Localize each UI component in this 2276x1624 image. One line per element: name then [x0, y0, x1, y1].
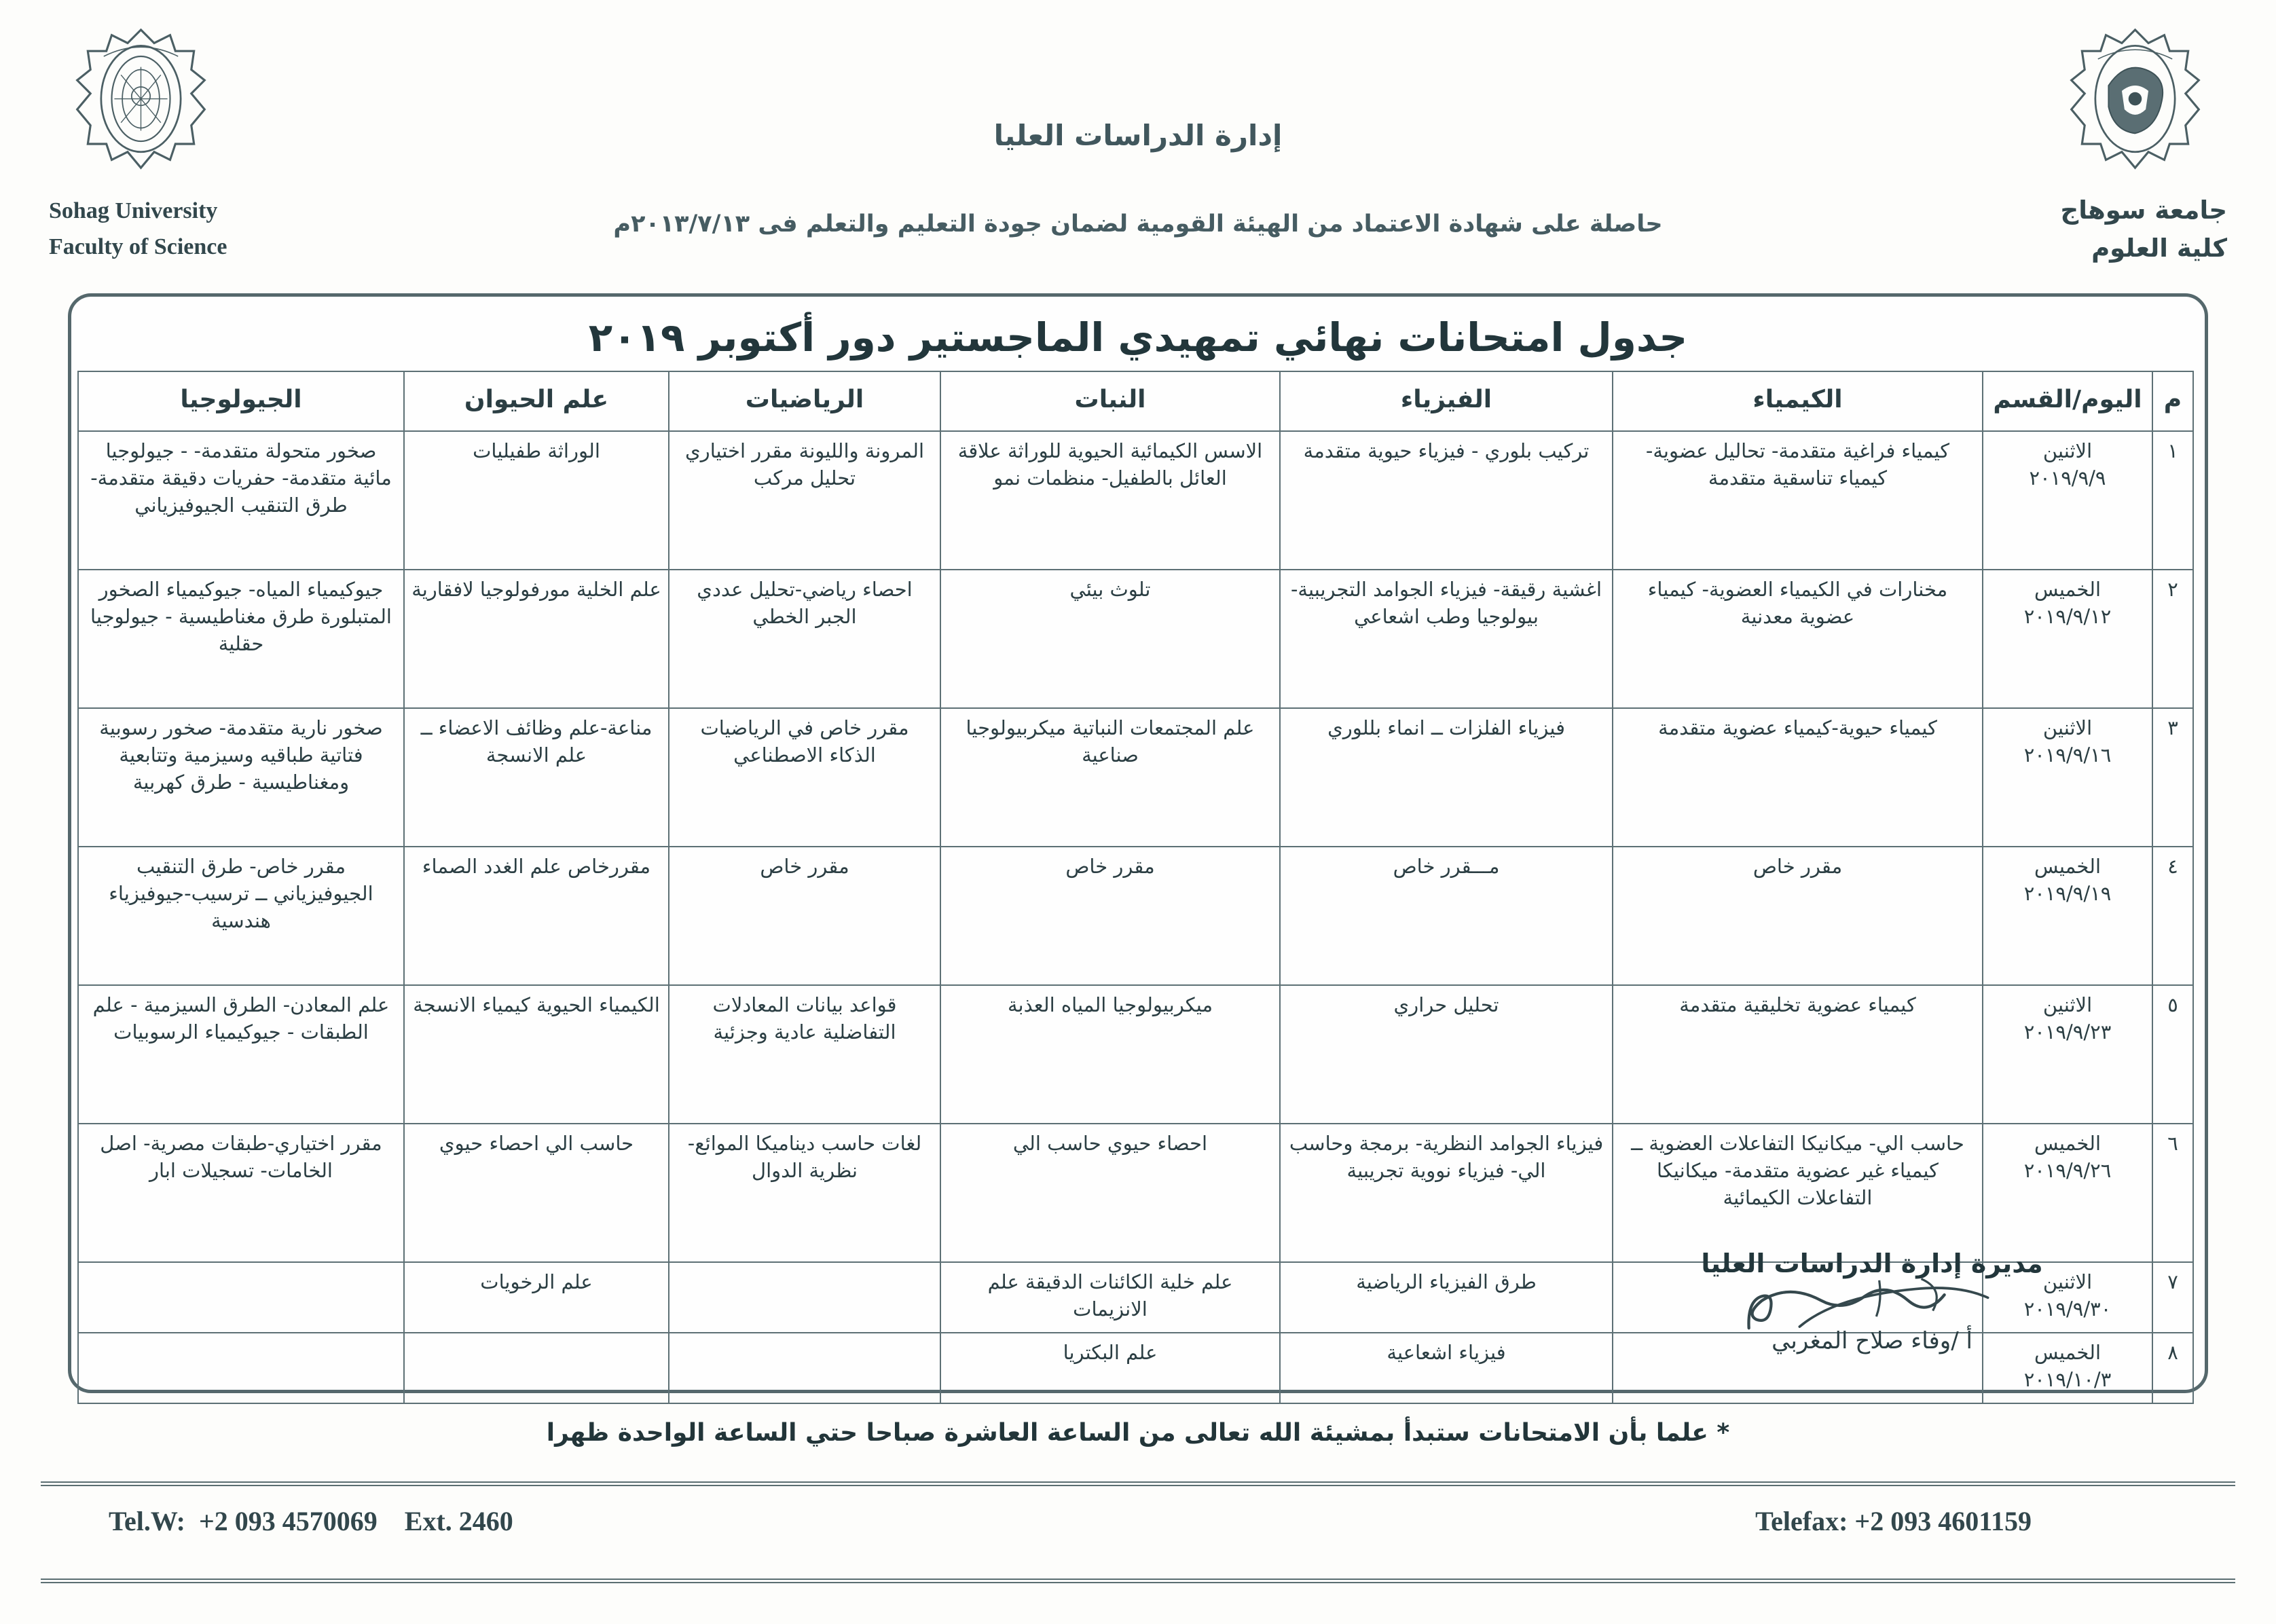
exam-day [1983, 847, 2152, 985]
cell-physics: تركيب بلوري - فيزياء حيوية متقدمة [1280, 431, 1613, 570]
day-date: ٢٠١٩/٩/٢٣ [2023, 1020, 2112, 1044]
column-header-physics: الفيزياء [1280, 371, 1613, 431]
cell-chemistry: مقرر خاص [1613, 847, 1983, 985]
column-header-day: اليوم/القسم [1983, 371, 2152, 431]
cell-physics: فيزياء اشعاعية [1280, 1333, 1613, 1403]
exam-day [1983, 985, 2152, 1124]
exam-day [1983, 1124, 2152, 1262]
cell-physics: فيزياء الفلزات ــ انماء بللوري [1280, 708, 1613, 847]
cell-chemistry: حاسب الي- ميكانيكا التفاعلات العضوية ــ كيمياء غير عضوية متقدمة- ميكانيكا التفاعلات الكيمائية [1613, 1124, 1983, 1262]
schedule-title: جدول امتحانات نهائي تمهيدي الماجستير دور أكتوبر ٢٠١٩ [588, 314, 1688, 361]
cell-physics: تحليل حراري [1280, 985, 1613, 1124]
cell-zoology: علم الرخويات [404, 1262, 669, 1333]
column-header-zoology: علم الحيوان [404, 371, 669, 431]
table-row [78, 570, 2193, 708]
header-row [78, 371, 2193, 431]
handwritten-signature-icon [1662, 1272, 2082, 1337]
day-name: الاثنين [2042, 439, 2093, 462]
cell-geology: مقرر خاص- طرق التنقيب الجيوفيزياني ــ ترسيب-جيوفيزياء هندسية [78, 847, 404, 985]
row-number: ٨ [2152, 1333, 2193, 1403]
day-name: الخميس [2034, 577, 2101, 601]
exam-time-note: * علما بأن الامتحانات ستبدأ بمشيئة الله تعالى من الساعة العاشرة صباحا حتي الساعة الواحدة ظهرا [546, 1418, 1730, 1447]
department-title: إدارة الدراسات العليا [993, 119, 1283, 152]
cell-botany: تلوث بيئي [940, 570, 1280, 708]
cell-chemistry: كيمياء عضوية تخليقية متقدمة [1613, 985, 1983, 1124]
column-header-mathematics: الرياضيات [669, 371, 940, 431]
university-line-en: Sohag University [49, 198, 218, 223]
day-name: الخميس [2034, 1340, 2101, 1364]
cell-geology [78, 1262, 404, 1333]
row-number: ٦ [2152, 1124, 2193, 1262]
cell-geology: صخور نارية متقدمة- صخور رسوبية فتاتية طباقيه وسيزمية وتتابعية ومغناطيسية - طرق كهربية [78, 708, 404, 847]
cell-botany: مقرر خاص [940, 847, 1280, 985]
cell-zoology [404, 1333, 669, 1403]
table-row [78, 847, 2193, 985]
cell-geology: مقرر اختياري-طبقات مصرية- اصل الخامات- تسجيلات ابار [78, 1124, 404, 1262]
column-header-num: م [2152, 371, 2193, 431]
day-date: ٢٠١٩/٩/٩ [2029, 466, 2106, 490]
exam-day [1983, 431, 2152, 570]
exam-day [1983, 570, 2152, 708]
cell-mathematics: مقرر خاص [669, 847, 940, 985]
cell-botany: علم خلية الكائنات الدقيقة علم الانزيمات [940, 1262, 1280, 1333]
day-date: ٢٠١٩/٩/١٦ [2023, 743, 2112, 767]
cell-zoology: الوراثة طفيليات [404, 431, 669, 570]
cell-chemistry: مخنارات في الكيمياء العضوية- كيمياء عضوية معدنية [1613, 570, 1983, 708]
cell-botany: الاسس الكيمائية الحيوية للوراثة علاقة العائل بالطفيل- منظمات نمو [940, 431, 1280, 570]
telephone-text: Tel.W: +2 093 4570069 Ext. 2460 [109, 1506, 513, 1536]
table-row [78, 985, 2193, 1124]
cell-mathematics [669, 1333, 940, 1403]
row-number: ٧ [2152, 1262, 2193, 1333]
exam-day [1983, 708, 2152, 847]
day-name: الاثنين [2042, 716, 2093, 739]
schedule-panel [68, 293, 2208, 1447]
column-header-botany: النبات [940, 371, 1280, 431]
cell-geology: علم المعادن- الطرق السيزمية - علم الطبقات - جيوكيمياء الرسوبيات [78, 985, 404, 1124]
cell-geology: جيوكيمياء المياه- جيوكيمياء الصخور المتبلورة طرق مغناطيسية - جيولوجيا حقلية [78, 570, 404, 708]
day-name: الاثنين [2042, 993, 2093, 1016]
table-row [78, 1124, 2193, 1262]
day-date: ٢٠١٩/٩/١٢ [2023, 604, 2112, 628]
faculty-line-en: Faculty of Science [49, 234, 227, 259]
row-number: ١ [2152, 431, 2193, 570]
cell-botany: احصاء حيوي حاسب الي [940, 1124, 1280, 1262]
day-date: ٢٠١٩/٩/٢٦ [2023, 1158, 2112, 1182]
cell-geology [78, 1333, 404, 1403]
cell-chemistry: كيمياء حيوية-كيمياء عضوية متقدمة [1613, 708, 1983, 847]
cell-zoology: مقررخاص علم الغدد الصماء [404, 847, 669, 985]
day-date: ٢٠١٩/٩/٣٠ [2023, 1297, 2112, 1321]
cell-physics: طرق الفيزياء الرياضية [1280, 1262, 1613, 1333]
cell-physics: مـــقرر خاص [1280, 847, 1613, 985]
day-date: ٢٠١٩/٩/١٩ [2023, 881, 2112, 905]
table-row [78, 708, 2193, 847]
cell-mathematics: احصاء رياضي-تحليل عددي الجبر الخطي [669, 570, 940, 708]
cell-zoology: مناعة-علم وظائف الاعضاء ــ علم الانسجة [404, 708, 669, 847]
signature-block [1662, 1249, 2082, 1354]
document-footer [41, 1481, 2235, 1583]
row-number: ٢ [2152, 570, 2193, 708]
day-name: الخميس [2034, 854, 2101, 878]
cell-botany: ميكربيولوجيا المياه العذبة [940, 985, 1280, 1124]
cell-botany: علم المجتمعات النباتية ميكربيولوجيا صناعية [940, 708, 1280, 847]
cell-zoology: علم الخلية مورفولوجيا لافقارية [404, 570, 669, 708]
cell-mathematics: المرونة والليونة مقرر اختياري تحليل مركب [669, 431, 940, 570]
column-header-geology: الجيولوجيا [78, 371, 404, 431]
table-header [78, 371, 2193, 431]
cell-botany: علم البكتريا [940, 1333, 1280, 1403]
cell-mathematics: لغات حاسب ديناميكا الموائع-نظرية الدوال [669, 1124, 940, 1262]
telefax-text: Telefax: +2 093 4601159 [1755, 1506, 2032, 1536]
cell-geology: صخور متحولة متقدمة- - جيولوجيا مائية متقدمة- حفريات دقيقة متقدمة- طرق التنقيب الجيوفيزياني [78, 431, 404, 570]
cell-physics: اغشية رقيقة- فيزياء الجوامد التجريبية- بيولوجيا وطب اشعاعي [1280, 570, 1613, 708]
faculty-line-ar: كلية العلوم [2091, 233, 2227, 263]
row-number: ٣ [2152, 708, 2193, 847]
row-number: ٤ [2152, 847, 2193, 985]
cell-zoology: حاسب الي احصاء حيوي [404, 1124, 669, 1262]
university-line-ar: جامعة سوهاج [2060, 196, 2227, 225]
signature-title: مديرة إدارة الدراسات العليا [1701, 1249, 2043, 1278]
cell-mathematics [669, 1262, 940, 1333]
cell-mathematics: مقرر خاص في الرياضيات الذكاء الاصطناعي [669, 708, 940, 847]
table-row [78, 431, 2193, 570]
document-header [0, 0, 2276, 292]
signatory-name: أ /وفاء صلاح المغربي [1772, 1327, 1972, 1354]
cell-zoology: الكيمياء الحيوية كيمياء الانسجة [404, 985, 669, 1124]
cell-chemistry: كيمياء فراغية متقدمة- تحاليل عضوية- كيمياء تناسقية متقدمة [1613, 431, 1983, 570]
column-header-chemistry: الكيمياء [1613, 371, 1983, 431]
row-number: ٥ [2152, 985, 2193, 1124]
day-name: الاثنين [2042, 1270, 2093, 1293]
accreditation-statement: حاصلة على شهادة الاعتماد من الهيئة القومية لضمان جودة التعليم والتعلم فى ٢٠١٣/٧/١٣م [613, 210, 1663, 238]
day-date: ٢٠١٩/١٠/٣ [2023, 1367, 2112, 1391]
cell-mathematics: قواعد بيانات المعادلات التفاضلية عادية وجزئية [669, 985, 940, 1124]
cell-physics: فيزياء الجوامد النظرية- برمجة وحاسب الي- فيزياء نووية تجريبية [1280, 1124, 1613, 1262]
day-name: الخميس [2034, 1131, 2101, 1155]
